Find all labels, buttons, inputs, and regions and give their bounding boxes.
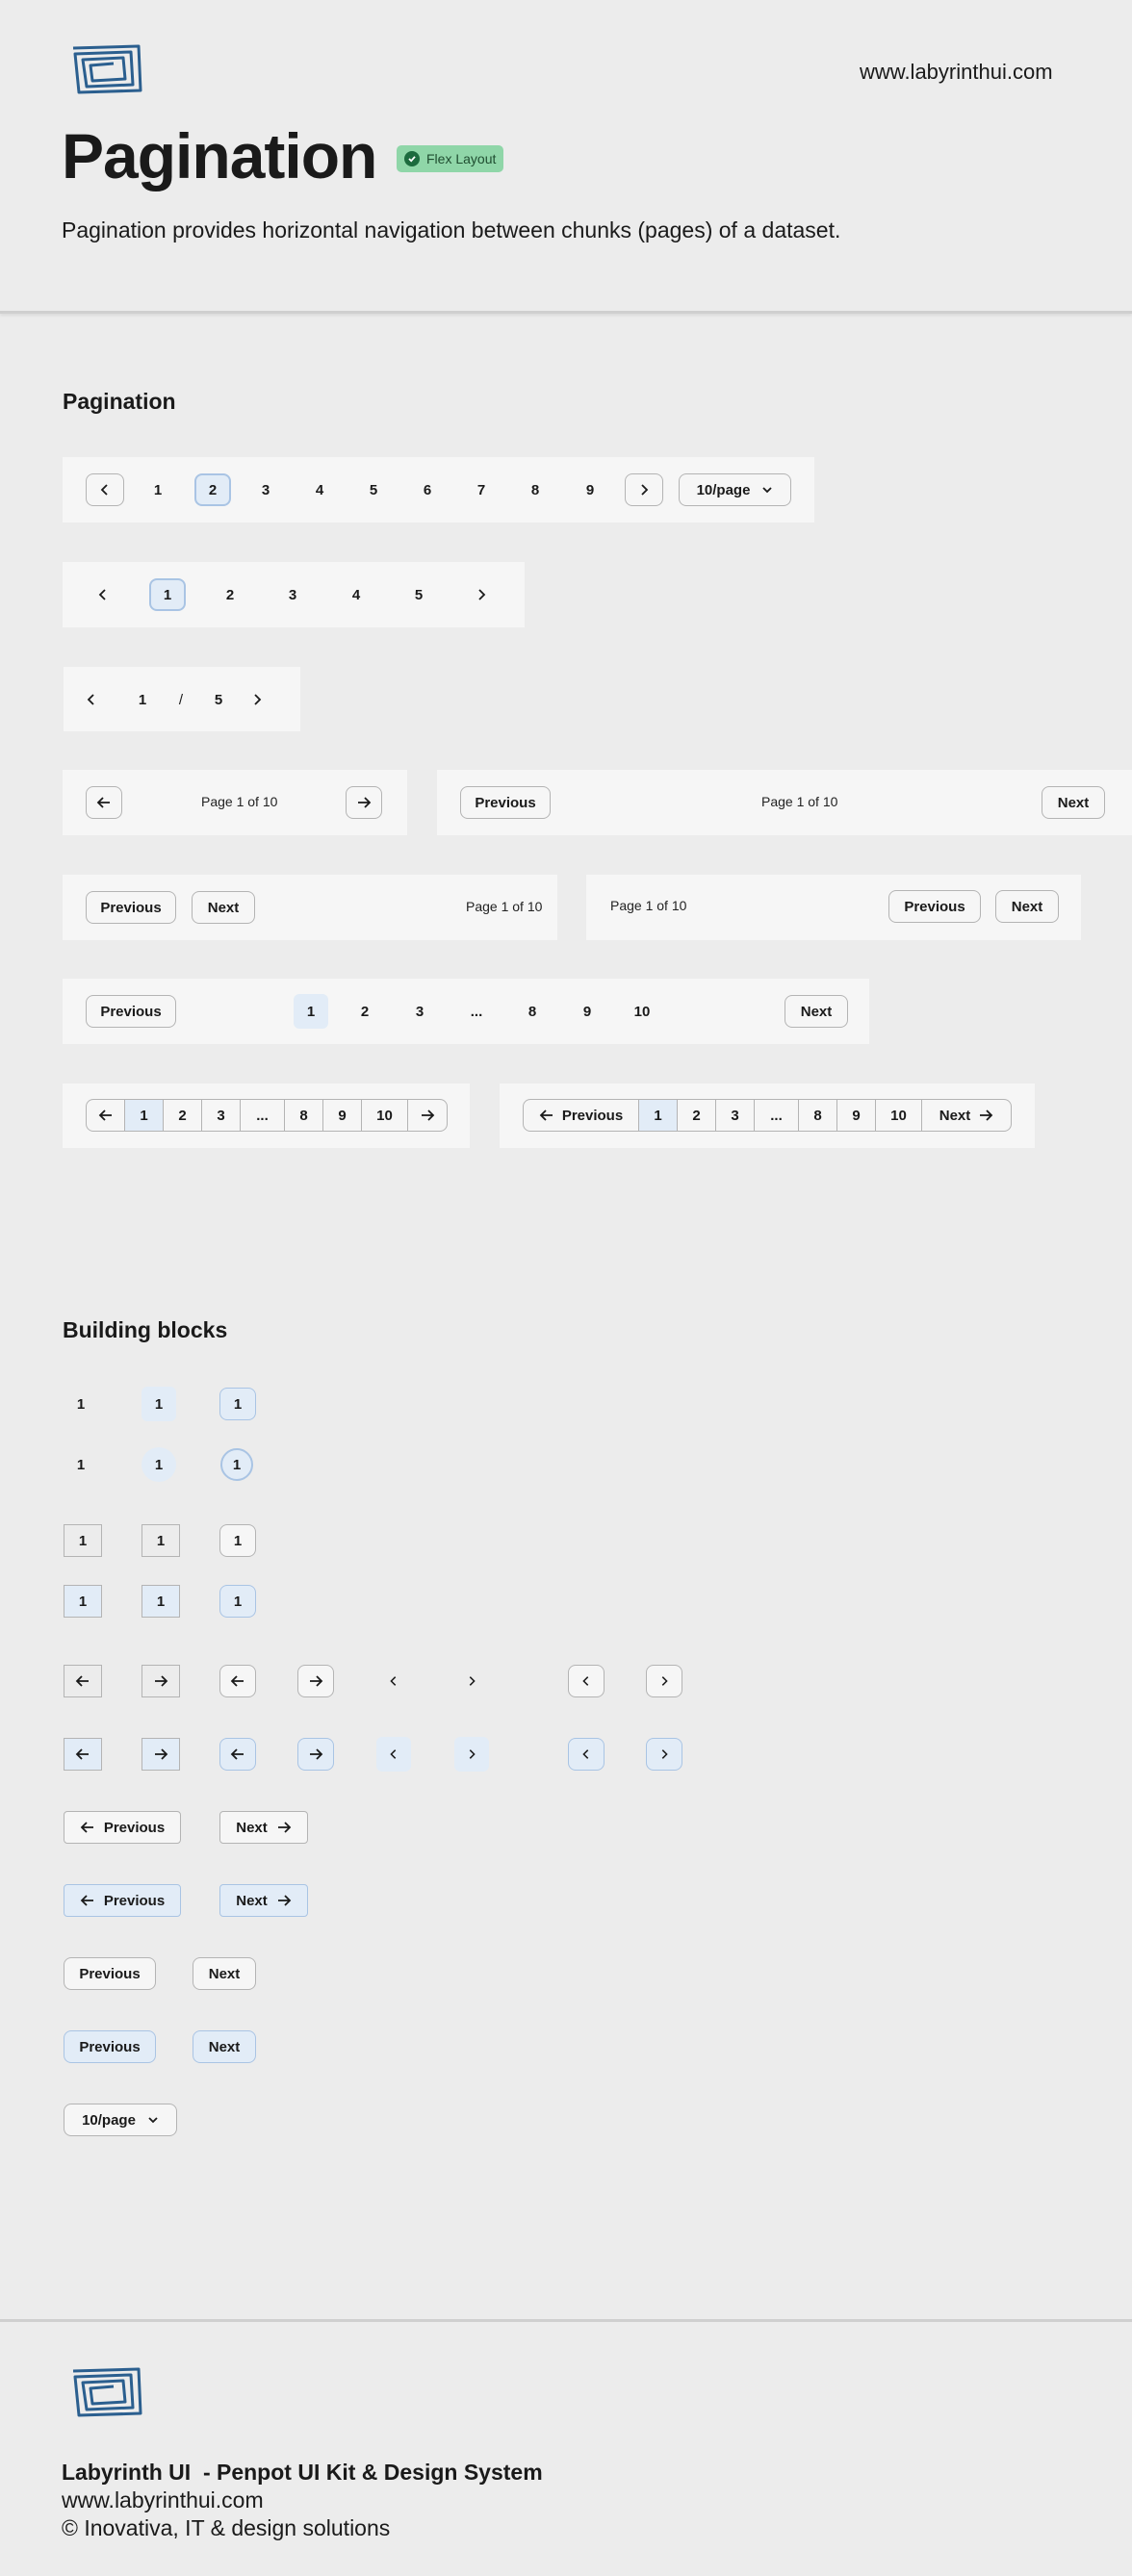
pagination-example-buttons-right <box>586 875 1081 940</box>
per-page-value: 10/page <box>696 481 751 498</box>
chevron-right-icon <box>475 588 488 601</box>
page-item-selected[interactable]: 1 <box>142 1387 176 1421</box>
page-button[interactable]: 8 <box>527 1003 537 1020</box>
pagination-example-buttons-left <box>63 875 557 940</box>
page-button[interactable]: 9 <box>837 1100 876 1131</box>
chevron-left-icon <box>580 1675 592 1687</box>
page-info: Page 1 of 10 <box>201 794 278 809</box>
page-button[interactable]: 5 <box>369 481 378 498</box>
page-separator: / <box>178 691 184 708</box>
arrow-right-icon <box>308 1673 323 1689</box>
next-page-button[interactable] <box>243 682 271 717</box>
previous-page-button[interactable] <box>87 1100 125 1131</box>
arrow-left-square-button[interactable] <box>64 1665 102 1697</box>
arrow-left-rounded-button[interactable] <box>219 1665 256 1697</box>
page-item-selected-round[interactable]: 1 <box>142 1447 176 1482</box>
arrow-left-icon <box>230 1747 245 1762</box>
chevron-left-button[interactable] <box>376 1664 411 1698</box>
arrow-right-icon <box>978 1108 993 1123</box>
page-info: Page 1 of 10 <box>610 898 687 913</box>
page-button[interactable]: 9 <box>585 481 595 498</box>
chevron-left-icon <box>96 588 110 601</box>
chevron-down-icon <box>147 2114 159 2126</box>
page-button[interactable]: 8 <box>799 1100 837 1131</box>
page-button[interactable]: 3 <box>415 1003 424 1020</box>
page-button[interactable]: 9 <box>323 1100 362 1131</box>
previous-button-hover[interactable]: Previous <box>64 2030 156 2063</box>
arrow-right-icon <box>153 1747 168 1762</box>
pagination-group <box>523 1099 1012 1132</box>
page-item-grouped[interactable]: 1 <box>64 1524 102 1557</box>
chevron-left-boxed-button[interactable] <box>568 1665 605 1697</box>
chevron-left-icon <box>580 1748 592 1760</box>
chevron-left-icon <box>388 1675 399 1687</box>
current-page: 1 <box>138 691 147 708</box>
previous-button[interactable] <box>524 1100 639 1131</box>
previous-label: Previous <box>561 1107 624 1124</box>
page-button-selected[interactable]: 1 <box>294 994 328 1029</box>
page-item-default[interactable]: 1 <box>76 1456 86 1473</box>
chevron-right-icon <box>466 1675 477 1687</box>
previous-button[interactable]: Previous <box>86 891 176 924</box>
previous-button[interactable]: Previous <box>86 995 176 1028</box>
arrow-left-icon <box>75 1673 90 1689</box>
arrow-right-icon <box>308 1747 323 1762</box>
previous-page-button[interactable] <box>77 682 106 717</box>
pagination-example-full <box>63 457 814 523</box>
per-page-value: 10/page <box>82 2111 136 2129</box>
page-footer <box>0 2319 1132 2576</box>
previous-arrow-button-hover[interactable] <box>64 1884 181 1917</box>
chevron-left-boxed-button-hover[interactable] <box>568 1738 605 1771</box>
page-button[interactable]: 3 <box>202 1100 241 1131</box>
page-description: Pagination provides horizontal navigation between chunks (pages) of a dataset. <box>62 217 841 242</box>
page-button[interactable]: 1 <box>153 481 163 498</box>
page-button[interactable]: 2 <box>225 586 235 603</box>
next-page-button[interactable] <box>464 577 499 612</box>
page-button-selected[interactable]: 2 <box>194 473 231 506</box>
page-info: Page 1 of 10 <box>466 899 543 914</box>
pagination-example-simple <box>63 562 525 627</box>
chevron-right-icon <box>466 1748 477 1760</box>
arrow-right-icon <box>420 1108 435 1123</box>
chevron-right-boxed-button-hover[interactable] <box>646 1738 682 1771</box>
arrow-left-icon <box>80 1820 95 1835</box>
next-button[interactable]: Next <box>192 891 255 924</box>
page-button[interactable]: 3 <box>261 481 270 498</box>
per-page-select[interactable] <box>679 473 791 506</box>
page-button[interactable]: 4 <box>315 481 324 498</box>
page-button[interactable]: 6 <box>423 481 432 498</box>
arrow-right-rounded-button[interactable] <box>297 1665 334 1697</box>
pagination-example-text-info <box>437 770 1132 835</box>
arrow-left-icon <box>80 1893 95 1908</box>
arrow-left-icon <box>230 1673 245 1689</box>
pagination-example-grouped-arrows <box>63 1084 470 1148</box>
chevron-left-icon <box>85 693 98 706</box>
page-button[interactable]: 4 <box>351 586 361 603</box>
previous-page-button[interactable] <box>86 577 120 612</box>
pagination-group <box>86 1099 448 1132</box>
arrow-left-icon <box>96 795 112 810</box>
chevron-right-icon <box>250 693 264 706</box>
previous-label: Previous <box>103 1892 166 1909</box>
arrow-left-rounded-button-hover[interactable] <box>219 1738 256 1771</box>
next-button[interactable]: Next <box>995 890 1059 923</box>
site-url[interactable]: www.labyrinthui.com <box>860 60 1053 84</box>
footer-title: Labyrinth UI - Penpot UI Kit & Design System <box>62 2460 543 2485</box>
chevron-right-icon <box>637 483 651 497</box>
footer-copyright: © Inovativa, IT & design solutions <box>62 2515 391 2540</box>
page-item-default[interactable]: 1 <box>76 1395 86 1413</box>
pagination-example-grouped-text <box>500 1084 1035 1148</box>
next-label: Next <box>939 1107 971 1124</box>
previous-button[interactable]: Previous <box>888 890 981 923</box>
page-ellipsis: ... <box>755 1100 799 1131</box>
chevron-right-button[interactable] <box>454 1664 489 1698</box>
page-button[interactable]: 7 <box>476 481 486 498</box>
next-page-button[interactable] <box>625 473 663 506</box>
flex-layout-badge <box>397 145 503 172</box>
chevron-right-button-hover[interactable] <box>454 1737 489 1772</box>
page-button[interactable]: 8 <box>285 1100 323 1131</box>
pagination-example-compact <box>64 667 300 731</box>
next-label: Next <box>236 1892 268 1909</box>
page-button-selected[interactable]: 1 <box>639 1100 678 1131</box>
page-button-selected[interactable]: 1 <box>125 1100 164 1131</box>
page-button[interactable]: 3 <box>288 586 297 603</box>
page-button[interactable]: 10 <box>876 1100 922 1131</box>
previous-button[interactable]: Previous <box>64 1957 156 1990</box>
page-item-boxed-selected[interactable]: 1 <box>219 1585 256 1618</box>
section-title-pagination: Pagination <box>63 389 176 414</box>
chevron-right-icon <box>658 1748 670 1760</box>
arrow-right-icon <box>356 795 372 810</box>
chevron-right-boxed-button[interactable] <box>646 1665 682 1697</box>
page-button[interactable]: 9 <box>582 1003 592 1020</box>
page-button[interactable]: 10 <box>633 1003 651 1020</box>
next-button[interactable]: Next <box>193 1957 256 1990</box>
page-item-grouped-selected[interactable]: 1 <box>64 1585 102 1618</box>
next-label: Next <box>236 1819 268 1836</box>
page-button[interactable]: 8 <box>530 481 540 498</box>
chevron-left-button-hover[interactable] <box>376 1737 411 1772</box>
page-button[interactable]: 2 <box>360 1003 370 1020</box>
pagination-example-centered <box>63 979 869 1044</box>
next-page-button[interactable] <box>346 786 382 819</box>
arrow-right-square-button[interactable] <box>142 1665 180 1697</box>
previous-page-button[interactable] <box>86 786 122 819</box>
labyrinth-logo-icon <box>69 2365 142 2419</box>
arrow-right-icon <box>276 1893 292 1908</box>
next-button[interactable]: Next <box>1042 786 1105 819</box>
page-ellipsis: ... <box>470 1003 483 1020</box>
section-title-building-blocks: Building blocks <box>63 1317 228 1342</box>
page-button[interactable]: 2 <box>164 1100 202 1131</box>
next-arrow-button[interactable] <box>219 1811 308 1844</box>
total-pages: 5 <box>214 691 223 708</box>
arrow-left-square-button-hover[interactable] <box>64 1738 102 1771</box>
arrow-right-icon <box>153 1673 168 1689</box>
badge-label: Flex Layout <box>426 151 497 166</box>
arrow-right-square-button-hover[interactable] <box>142 1738 180 1771</box>
page-item-grouped[interactable]: 1 <box>142 1524 180 1557</box>
page-item-boxed[interactable]: 1 <box>219 1524 256 1557</box>
previous-label: Previous <box>103 1819 166 1836</box>
next-page-button[interactable] <box>408 1100 447 1131</box>
chevron-down-icon <box>761 484 773 496</box>
page-button[interactable]: 10 <box>362 1100 408 1131</box>
arrow-left-icon <box>539 1108 554 1123</box>
page-header <box>0 0 1132 314</box>
next-button-hover[interactable]: Next <box>193 2030 256 2063</box>
arrow-left-icon <box>75 1747 90 1762</box>
check-circle-icon <box>404 151 420 166</box>
next-arrow-button-hover[interactable] <box>219 1884 308 1917</box>
page-button[interactable]: 2 <box>678 1100 716 1131</box>
previous-page-button[interactable] <box>86 473 124 506</box>
footer-url[interactable]: www.labyrinthui.com <box>62 2487 264 2512</box>
labyrinth-logo-icon <box>69 42 142 96</box>
chevron-left-icon <box>388 1748 399 1760</box>
page-title: Pagination <box>62 120 377 191</box>
arrow-right-icon <box>276 1820 292 1835</box>
pagination-example-arrows-info <box>63 770 407 835</box>
arrow-right-rounded-button-hover[interactable] <box>297 1738 334 1771</box>
page-item-grouped-selected[interactable]: 1 <box>142 1585 180 1618</box>
page-button[interactable]: 5 <box>414 586 424 603</box>
previous-button[interactable]: Previous <box>460 786 551 819</box>
chevron-left-icon <box>98 483 112 497</box>
page-info: Page 1 of 10 <box>761 794 838 809</box>
next-button[interactable]: Next <box>785 995 848 1028</box>
page-ellipsis: ... <box>241 1100 285 1131</box>
chevron-right-icon <box>658 1675 670 1687</box>
per-page-select[interactable] <box>64 2104 177 2136</box>
page-button-selected[interactable]: 1 <box>149 578 186 611</box>
previous-arrow-button[interactable] <box>64 1811 181 1844</box>
page-button[interactable]: 3 <box>716 1100 755 1131</box>
page-item-selected-circle[interactable]: 1 <box>220 1448 253 1481</box>
page-item-selected-outlined[interactable]: 1 <box>219 1388 256 1420</box>
arrow-left-icon <box>98 1108 114 1123</box>
next-button[interactable] <box>922 1100 1011 1131</box>
